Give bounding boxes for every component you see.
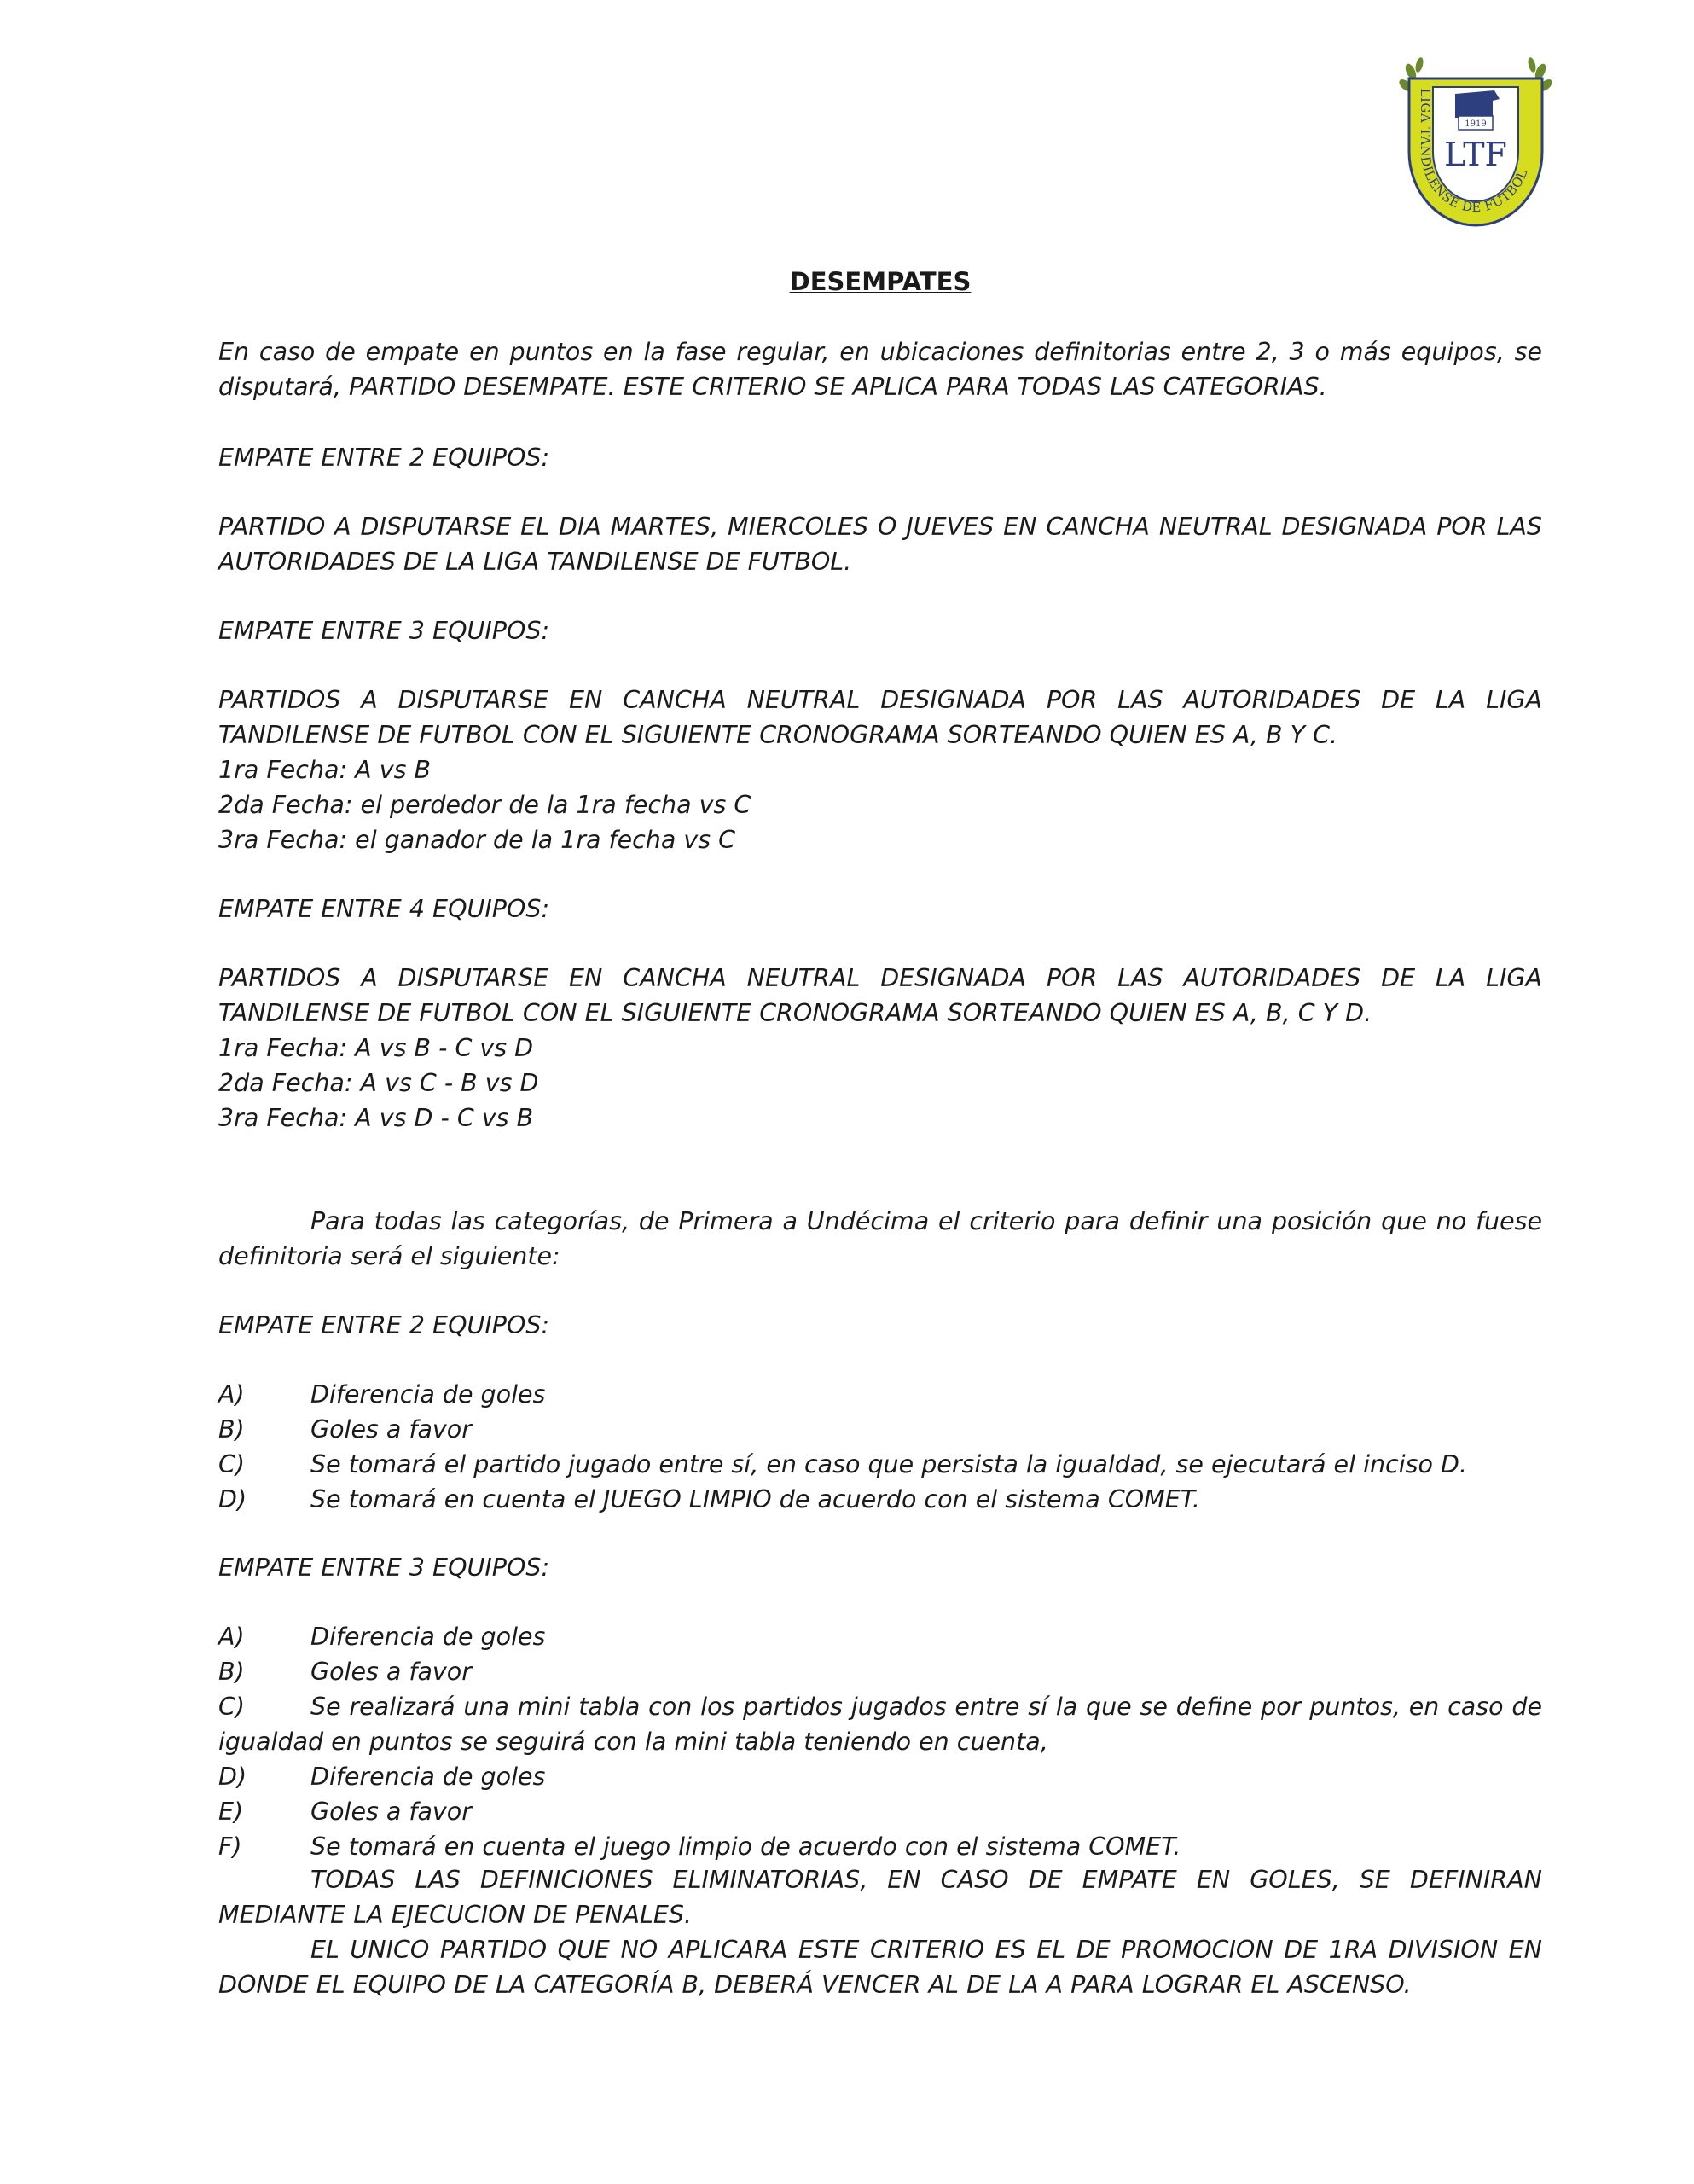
- list-item: B) Goles a favor: [218, 1415, 472, 1443]
- criteria-list-3-equipos: [218, 1619, 1542, 1864]
- ltf-shield-icon: [1399, 56, 1552, 234]
- logo-year: 1919: [1465, 119, 1487, 129]
- fecha-line: 3ra Fecha: el ganador de la 1ra fecha vs C: [218, 826, 736, 854]
- section-heading-4-equipos: EMPATE ENTRE 4 EQUIPOS:: [218, 895, 550, 923]
- list-item: C) Se tomará el partido jugado entre sí, en caso que persista la igualdad, se ejecutará el inciso D.: [218, 1450, 1467, 1478]
- logo-monogram: LTF: [1444, 136, 1507, 173]
- fecha-line: 2da Fecha: el perdedor de la 1ra fecha vs C: [218, 791, 751, 819]
- criteria-heading-2-equipos: EMPATE ENTRE 2 EQUIPOS:: [218, 1311, 550, 1339]
- paragraph-2-equipos: PARTIDO A DISPUTARSE EL DIA MARTES, MIERCOLES O JUEVES EN CANCHA NEUTRAL DESIGNADA POR LAS AUTORIDADES DE LA LIGA TANDILENSE DE FUTBOL.: [218, 513, 1542, 576]
- logo-ring-text: LIGA TANDILENSE DE FUTBOL: [1418, 88, 1531, 216]
- fecha-line: 3ra Fecha: A vs D - C vs B: [218, 1104, 534, 1132]
- page-title: DESEMPATES: [789, 267, 972, 296]
- list-item: C) Se realizará una mini tabla con los partidos jugados entre sí la que se define por puntos, en caso de igualdad en puntos se seguirá con la mini tabla teniendo en cuenta,: [218, 1693, 1542, 1756]
- list-item: F) Se tomará en cuenta el juego limpio de acuerdo con el sistema COMET.: [218, 1833, 1181, 1861]
- block-3-equipos: [218, 682, 1542, 857]
- block-4-equipos: [218, 961, 1542, 1136]
- criteria-list-2-equipos: [218, 1377, 1542, 1517]
- list-item: B) Goles a favor: [218, 1658, 472, 1686]
- intro-paragraph: En caso de empate en puntos en la fase regular, en ubicaciones definitorias entre 2, 3 o más equipos, se disputará, PARTIDO DESEMPATE. ESTE CRITERIO SE APLICA PARA TODAS LAS CATEGORIAS.: [218, 338, 1542, 401]
- section-heading-3-equipos: EMPATE ENTRE 3 EQUIPOS:: [218, 617, 550, 645]
- list-item: D) Diferencia de goles: [218, 1763, 546, 1791]
- ltf-logo: [1399, 56, 1552, 234]
- list-item: E) Goles a favor: [218, 1798, 472, 1826]
- paragraph-3-equipos: PARTIDOS A DISPUTARSE EN CANCHA NEUTRAL DESIGNADA POR LAS AUTORIDADES DE LA LIGA TANDILENSE DE FUTBOL CON EL SIGUIENTE CRONOGRAMA SORTEANDO QUIEN ES A, B Y C.: [218, 686, 1542, 749]
- criteria-heading-3-equipos: EMPATE ENTRE 3 EQUIPOS:: [218, 1554, 550, 1582]
- paragraph-4-equipos: PARTIDOS A DISPUTARSE EN CANCHA NEUTRAL DESIGNADA POR LAS AUTORIDADES DE LA LIGA TANDILENSE DE FUTBOL CON EL SIGUIENTE CRONOGRAMA SORTEANDO QUIEN ES A, B, C Y D.: [218, 964, 1542, 1027]
- closing-block: [218, 1862, 1542, 2002]
- list-item: A) Diferencia de goles: [218, 1380, 546, 1409]
- list-item: A) Diferencia de goles: [218, 1623, 546, 1651]
- list-item: D) Se tomará en cuenta el JUEGO LIMPIO de acuerdo con el sistema COMET.: [218, 1485, 1200, 1513]
- closing-paragraph-promocion: EL UNICO PARTIDO QUE NO APLICARA ESTE CRITERIO ES EL DE PROMOCION DE 1RA DIVISION EN DONDE EL EQUIPO DE LA CATEGORÍA B, DEBERÁ VENCER AL DE LA A PARA LOGRAR EL ASCENSO.: [218, 1936, 1542, 1999]
- closing-paragraph-penales: TODAS LAS DEFINICIONES ELIMINATORIAS, EN CASO DE EMPATE EN GOLES, SE DEFINIRAN MEDIANTE LA EJECUCION DE PENALES.: [218, 1866, 1542, 1929]
- criteria-intro-paragraph: Para todas las categorías, de Primera a Undécima el criterio para definir una posición que no fuese definitoria será el siguiente:: [218, 1207, 1542, 1270]
- section-heading-2-equipos: EMPATE ENTRE 2 EQUIPOS:: [218, 444, 550, 472]
- fecha-line: 2da Fecha: A vs C - B vs D: [218, 1069, 539, 1097]
- fecha-line: 1ra Fecha: A vs B: [218, 756, 432, 784]
- fecha-line: 1ra Fecha: A vs B - C vs D: [218, 1034, 534, 1062]
